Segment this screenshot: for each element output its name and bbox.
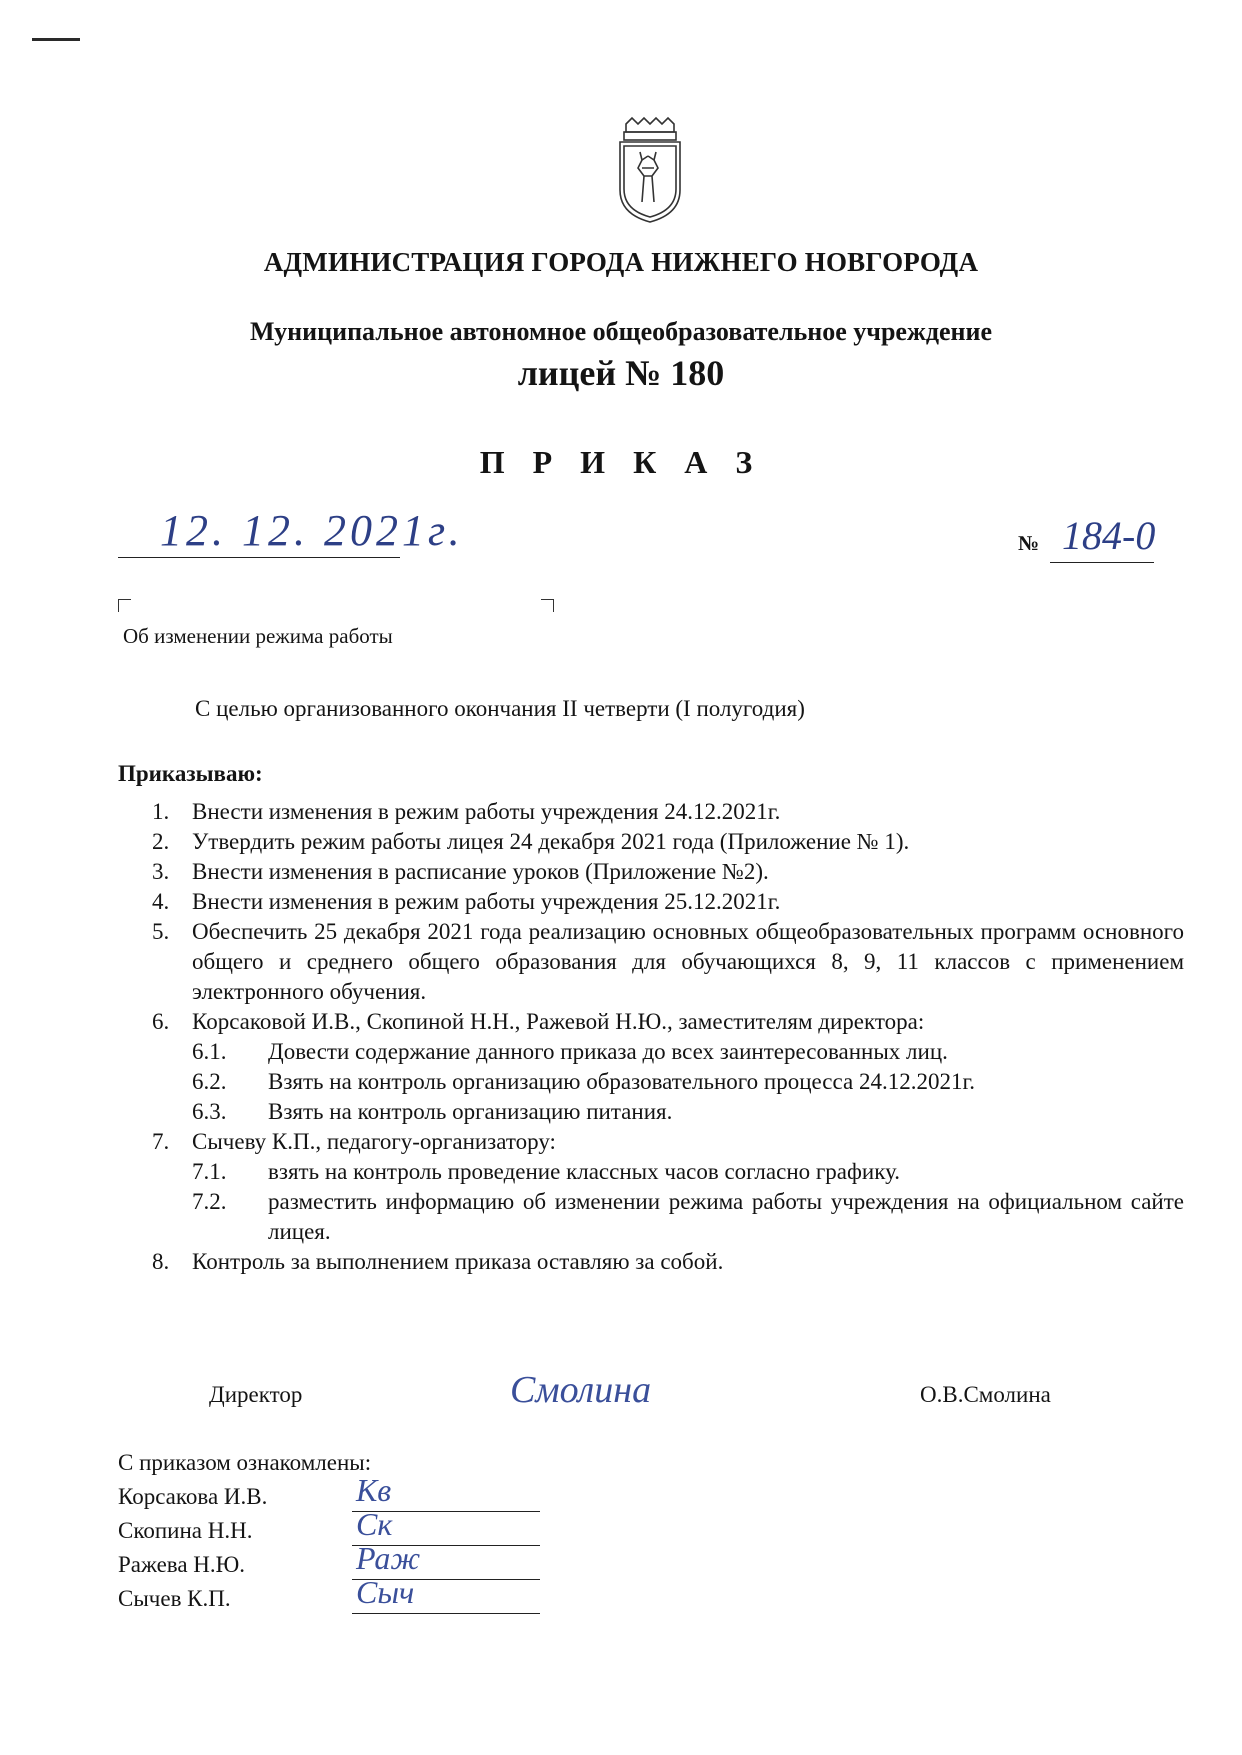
- date-handwritten: 12. 12. 2021г.: [160, 506, 464, 555]
- date-underline: [118, 557, 400, 558]
- order-item: [152, 917, 1184, 1007]
- order-item: [152, 1127, 1184, 1157]
- order-item: [152, 1247, 1184, 1277]
- order-subitem: [152, 1157, 1184, 1187]
- order-item-text: Сычеву К.П., педагогу-организатору:: [192, 1129, 556, 1154]
- signature-name: О.В.Смолина: [920, 1382, 1051, 1407]
- order-item-text: Утвердить режим работы лицея 24 декабря 2021 года (Приложение № 1).: [192, 829, 910, 854]
- ack-signature: Сыч: [356, 1574, 415, 1610]
- order-subitem-number: 6.2.: [192, 1069, 227, 1094]
- institution-type: Муниципальное автономное общеобразовательное учреждение: [249, 317, 993, 346]
- ack-person-name: Корсакова И.В.: [118, 1484, 268, 1509]
- order-item-number: 3.: [152, 859, 170, 884]
- order-item: [152, 1007, 1184, 1037]
- number-underline: [1050, 562, 1154, 563]
- order-subitem-text: Довести содержание данного приказа до всех заинтересованных лиц.: [268, 1039, 948, 1064]
- order-subitem: [152, 1037, 1184, 1067]
- order-item-text: Внести изменения в режим работы учреждения 25.12.2021г.: [192, 889, 781, 914]
- order-item-text: Внести изменения в расписание уроков (Приложение №2).: [192, 859, 769, 884]
- order-item-number: 4.: [152, 889, 170, 914]
- ack-person-name: Скопина Н.Н.: [118, 1518, 253, 1543]
- subject-bracket-left: [118, 599, 131, 612]
- ack-signature: Кв: [356, 1472, 392, 1508]
- order-subitem-text: взять на контроль проведение классных часов согласно графику.: [268, 1159, 901, 1184]
- order-item-number: 7.: [152, 1129, 170, 1154]
- order-items-list: [152, 797, 1184, 1277]
- order-item-number: 6.: [152, 1009, 170, 1034]
- order-item-text: Контроль за выполнением приказа оставляю за собой.: [192, 1249, 724, 1274]
- signature-position: Директор: [209, 1382, 303, 1407]
- order-subitem: [152, 1097, 1184, 1127]
- order-item-number: 1.: [152, 799, 170, 824]
- order-item: [152, 827, 1184, 857]
- order-item-text: Внести изменения в режим работы учреждения 24.12.2021г.: [192, 799, 781, 824]
- institution-name: лицей № 180: [517, 353, 725, 393]
- order-subitem-text: Взять на контроль организацию образовательного процесса 24.12.2021г.: [268, 1069, 976, 1094]
- ack-signature: Раж: [356, 1540, 421, 1576]
- director-signature: Смолина: [510, 1369, 652, 1411]
- ack-person-name: Сычев К.П.: [118, 1586, 231, 1611]
- order-item-number: 5.: [152, 919, 170, 944]
- order-item-number: 8.: [152, 1249, 170, 1274]
- order-item-text: Обеспечить 25 декабря 2021 года реализацию основных общеобразовательных программ основного общего и среднего общего образования для обучающихся 8, 9, 11 классов с применением электронного обучения.: [192, 919, 1184, 1004]
- order-subitem-text: Взять на контроль организацию питания.: [268, 1099, 673, 1124]
- order-item-number: 2.: [152, 829, 170, 854]
- order-subitem-number: 6.3.: [192, 1099, 227, 1124]
- number-label: №: [1018, 531, 1040, 555]
- organization-name: АДМИНИСТРАЦИЯ ГОРОДА НИЖНЕГО НОВГОРОДА: [263, 247, 979, 277]
- order-heading: Приказываю:: [118, 761, 263, 786]
- order-subject: Об изменении режима работы: [123, 624, 393, 648]
- order-subitem-number: 7.1.: [192, 1159, 227, 1184]
- ack-signature-line: [352, 1613, 540, 1614]
- subject-bracket-right: [541, 599, 554, 612]
- ack-signature: Ск: [356, 1506, 393, 1542]
- order-subitem: [152, 1187, 1184, 1247]
- order-subitem-number: 6.1.: [192, 1039, 227, 1064]
- order-item: [152, 797, 1184, 827]
- document-title: П Р И К А З: [479, 444, 763, 480]
- order-subitem-number: 7.2.: [192, 1189, 227, 1214]
- acknowledgement-heading: С приказом ознакомлены:: [118, 1450, 372, 1475]
- order-item: [152, 887, 1184, 917]
- scan-mark: [32, 38, 80, 41]
- order-subitem-text: разместить информацию об изменении режима работы учреждения на официальном сайте лицея.: [268, 1189, 1184, 1244]
- number-handwritten: 184-0: [1062, 513, 1156, 558]
- ack-person-name: Ражева Н.Ю.: [118, 1552, 246, 1577]
- order-item: [152, 857, 1184, 887]
- order-subitem: [152, 1067, 1184, 1097]
- order-intro: С целью организованного окончания II четверти (I полугодия): [195, 696, 805, 721]
- order-item-text: Корсаковой И.В., Скопиной Н.Н., Ражевой Н.Ю., заместителям директора:: [192, 1009, 925, 1034]
- coat-of-arms-deer-icon: [612, 116, 688, 224]
